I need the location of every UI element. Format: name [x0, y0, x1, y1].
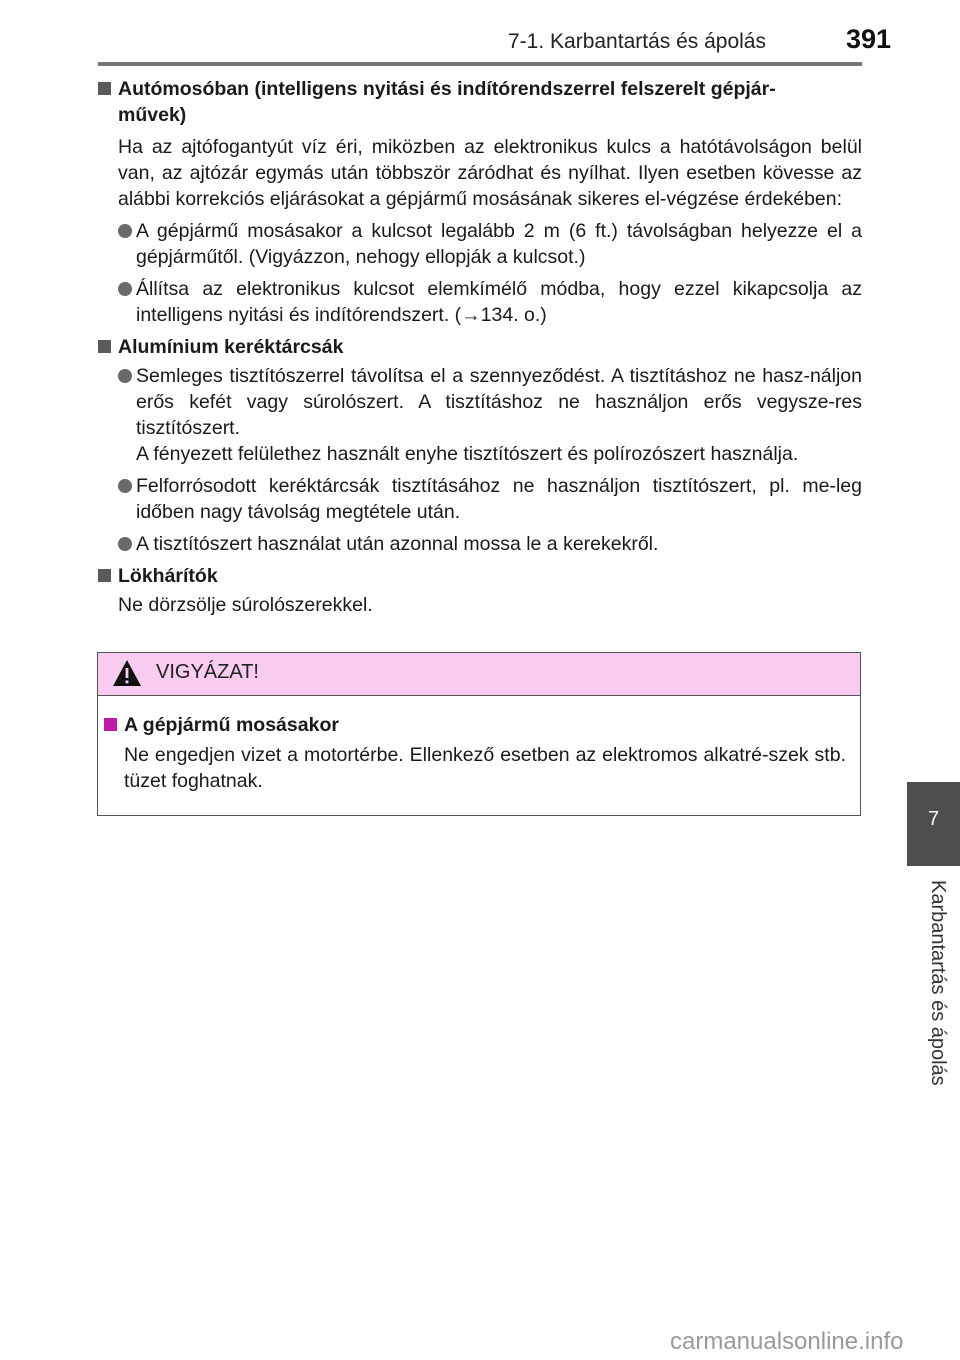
- list-item: Állítsa az elektronikus kulcsot elemkímélő módba, hogy ezzel kikapcsolja az intelligens nyitási és indítórendszert. (→134. o.): [98, 276, 862, 328]
- square-bullet-icon: [98, 82, 111, 95]
- warning-text: Ne engedjen vizet a motortérbe. Ellenkező esetben az elektromos alkatré-szek stb. tüzet foghatnak.: [124, 744, 846, 792]
- section-heading: Alumínium keréktárcsák: [98, 334, 862, 360]
- section-heading: Autómosóban (intelligens nyitási és indítórendszerrel felszerelt gépjár- művek): [98, 76, 862, 128]
- warning-box: [97, 652, 861, 816]
- chapter-number: 7: [927, 808, 940, 830]
- chapter-tab: [907, 782, 960, 866]
- watermark: carmanualsonline.info: [670, 1328, 904, 1355]
- chapter-title: 7-1. Karbantartás és ápolás: [508, 30, 766, 53]
- warning-triangle-icon: [112, 659, 142, 687]
- round-bullet-icon: [118, 369, 132, 383]
- list-item: Semleges tisztítószerrel távolítsa el a szennyeződést. A tisztításhoz ne hasz-náljon erős kefét vagy súrolószert. A tisztításhoz ne használjon erős vegysze-res tisztítószert. A fényezett felülethez használt enyhe tisztítószert és polírozószert használja.: [98, 363, 862, 467]
- section-car-wash: [98, 76, 862, 328]
- page-number: 391: [846, 24, 892, 54]
- chapter-side-label: Karbantartás és ápolás: [927, 880, 949, 1086]
- round-bullet-icon: [118, 479, 132, 493]
- list-item-note: A fényezett felülethez használt enyhe tisztítószert és polírozószert használja.: [136, 443, 799, 465]
- round-bullet-icon: [118, 537, 132, 551]
- square-bullet-icon: [104, 718, 117, 731]
- warning-title: VIGYÁZAT!: [156, 661, 259, 683]
- square-bullet-icon: [98, 340, 111, 353]
- section-paragraph: Ne dörzsölje súrolószerekkel.: [118, 594, 373, 616]
- warning-body: [98, 696, 860, 794]
- list-item: Felforrósodott keréktárcsák tisztításához ne használjon tisztítószert, pl. me-leg időben nagy távolság megtétele után.: [98, 473, 862, 525]
- section-aluminium-wheels: [98, 334, 862, 557]
- warning-heading: A gépjármű mosásakor: [104, 712, 846, 738]
- page-header: [0, 0, 960, 64]
- warning-header: [98, 653, 860, 696]
- square-bullet-icon: [98, 569, 111, 582]
- round-bullet-icon: [118, 282, 132, 296]
- list-item: A tisztítószert használat után azonnal mossa le a kerekekről.: [98, 531, 862, 557]
- section-heading: Lökhárítók: [98, 563, 862, 589]
- section-paragraph: Ha az ajtófogantyút víz éri, miközben az elektronikus kulcs a hatótávolságon belül van, az ajtózár egymás után többször záródhat és nyílhat. Ilyen esetben kövesse az alábbi korrekciós eljárásokat a gépjármű mosásának sikeres el-végzése érdekében:: [118, 136, 862, 210]
- list-item: A gépjármű mosásakor a kulcsot legalább 2 m (6 ft.) távolságban helyezze el a gépjárműtől. (Vigyázzon, nehogy ellopják a kulcsot.): [98, 218, 862, 270]
- round-bullet-icon: [118, 224, 132, 238]
- main-content: [98, 76, 862, 622]
- section-bumpers: [98, 563, 862, 618]
- header-rule: [98, 62, 862, 66]
